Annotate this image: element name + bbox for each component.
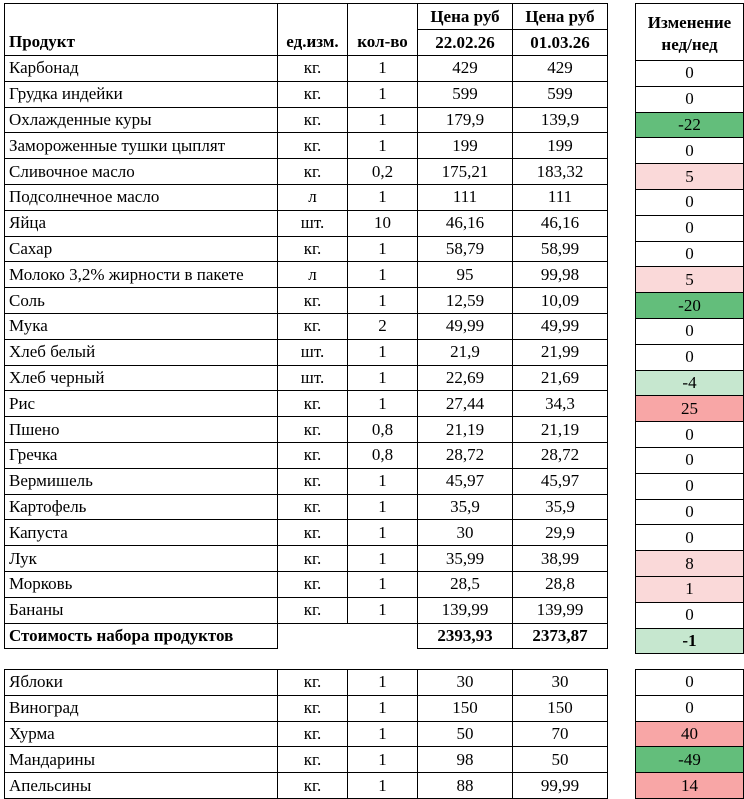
price1-cell: 45,97 [418,468,513,494]
change-cell: 5 [636,267,744,293]
price2-cell: 21,99 [513,339,608,365]
price1-cell: 98 [418,747,513,773]
total-row [5,623,608,649]
unit-cell: кг. [278,721,348,747]
change-row [636,447,744,473]
price2-cell: 30 [513,670,608,696]
total-change: -1 [636,628,744,654]
change-cell: 0 [636,602,744,628]
price2-cell: 21,69 [513,365,608,391]
qty-cell: 0,8 [348,417,418,443]
price1-cell: 21,9 [418,339,513,365]
header-change-line2: нед/нед [636,35,744,61]
qty-cell: 1 [348,107,418,133]
header-qty: кол-во [348,30,418,56]
change-cell: 0 [636,61,744,87]
unit-cell: кг. [278,597,348,623]
change-row [636,86,744,112]
product-cell: Охлажденные куры [5,107,278,133]
change-row [636,602,744,628]
change-cell: -22 [636,112,744,138]
table-row [5,546,608,572]
qty-cell: 1 [348,747,418,773]
price1-cell: 22,69 [418,365,513,391]
product-cell: Замороженные тушки цыплят [5,133,278,159]
product-cell: Сахар [5,236,278,262]
table-row [5,288,608,314]
price1-cell: 30 [418,520,513,546]
unit-cell: кг. [278,417,348,443]
price1-cell: 12,59 [418,288,513,314]
change-row [636,499,744,525]
price2-cell: 29,9 [513,520,608,546]
unit-cell: кг. [278,159,348,185]
table-row [5,339,608,365]
product-cell: Хлеб белый [5,339,278,365]
price2-cell: 99,99 [513,773,608,799]
header-price1-label: Цена руб [418,4,513,30]
price1-cell: 28,5 [418,571,513,597]
table-row [5,210,608,236]
unit-cell: кг. [278,670,348,696]
table-row [5,494,608,520]
price2-cell: 21,19 [513,417,608,443]
product-cell: Хурма [5,721,278,747]
qty-cell: 1 [348,339,418,365]
change-row [636,422,744,448]
product-cell: Мандарины [5,747,278,773]
unit-cell: кг. [278,236,348,262]
price2-cell: 45,97 [513,468,608,494]
unit-cell: кг. [278,571,348,597]
price1-cell: 95 [418,262,513,288]
change-cell: 0 [636,473,744,499]
price1-cell: 429 [418,56,513,82]
price1-cell: 35,9 [418,494,513,520]
product-cell: Молоко 3,2% жирности в пакете [5,262,278,288]
price2-cell: 49,99 [513,313,608,339]
qty-cell: 1 [348,773,418,799]
change-row [636,318,744,344]
total-label: Стоимость набора продуктов [5,623,278,649]
product-cell: Виноград [5,695,278,721]
qty-cell: 2 [348,313,418,339]
header-row-2 [5,30,608,56]
total-price1: 2393,93 [418,623,513,649]
product-cell: Лук [5,546,278,572]
change-cell: 8 [636,551,744,577]
product-cell: Соль [5,288,278,314]
change-row [636,773,744,799]
change-cell: 1 [636,576,744,602]
product-cell: Мука [5,313,278,339]
change-row [636,61,744,87]
change-cell: 0 [636,318,744,344]
change-row [636,473,744,499]
price2-cell: 199 [513,133,608,159]
change-cell: 0 [636,189,744,215]
qty-cell: 1 [348,81,418,107]
price1-cell: 175,21 [418,159,513,185]
change-row [636,747,744,773]
change-cell: 0 [636,670,744,696]
change-row [636,695,744,721]
change-cell: -20 [636,293,744,319]
qty-cell: 1 [348,288,418,314]
table-row [5,365,608,391]
product-cell: Яблоки [5,670,278,696]
unit-cell: кг. [278,391,348,417]
table-row [5,442,608,468]
unit-cell: кг. [278,520,348,546]
unit-cell: кг. [278,468,348,494]
change-row [636,267,744,293]
price2-cell: 38,99 [513,546,608,572]
qty-cell: 0,2 [348,159,418,185]
price2-cell: 183,32 [513,159,608,185]
qty-cell: 1 [348,597,418,623]
header-price1-date: 22.02.26 [418,30,513,56]
unit-cell: шт. [278,339,348,365]
price1-cell: 30 [418,670,513,696]
price1-cell: 88 [418,773,513,799]
product-cell: Капуста [5,520,278,546]
unit-cell: кг. [278,773,348,799]
unit-cell: шт. [278,210,348,236]
price1-cell: 179,9 [418,107,513,133]
header-price2-label: Цена руб [513,4,608,30]
price1-cell: 150 [418,695,513,721]
product-cell: Грудка индейки [5,81,278,107]
change-cell: 14 [636,773,744,799]
price1-cell: 111 [418,184,513,210]
product-cell: Подсолнечное масло [5,184,278,210]
header-change-line1: Изменение [636,4,744,36]
product-cell: Карбонад [5,56,278,82]
change-row [636,293,744,319]
change-row [636,576,744,602]
table-row [5,56,608,82]
price2-cell: 150 [513,695,608,721]
table-row [5,391,608,417]
change-row [636,138,744,164]
product-cell: Вермишель [5,468,278,494]
price2-cell: 139,99 [513,597,608,623]
change-cell: 0 [636,138,744,164]
product-cell: Картофель [5,494,278,520]
price1-cell: 49,99 [418,313,513,339]
product-cell: Яйца [5,210,278,236]
table-row [5,133,608,159]
qty-cell: 0,8 [348,442,418,468]
extra-change-table [635,669,744,799]
price1-cell: 139,99 [418,597,513,623]
change-table [635,3,744,654]
change-cell: 0 [636,525,744,551]
qty-cell: 1 [348,262,418,288]
change-cell: -49 [636,747,744,773]
unit-cell: кг. [278,494,348,520]
change-row [636,344,744,370]
change-row [636,215,744,241]
change-cell: 0 [636,447,744,473]
change-cell: 40 [636,721,744,747]
header-row-1 [5,4,608,30]
change-row [636,370,744,396]
qty-cell: 1 [348,520,418,546]
product-cell: Пшено [5,417,278,443]
unit-cell: шт. [278,365,348,391]
qty-cell: 1 [348,391,418,417]
price1-cell: 199 [418,133,513,159]
change-row [636,164,744,190]
change-row [636,525,744,551]
change-row [636,112,744,138]
total-change-row [636,628,744,654]
price2-cell: 58,99 [513,236,608,262]
table-row [5,184,608,210]
table-row [5,236,608,262]
price2-cell: 34,3 [513,391,608,417]
qty-cell: 1 [348,546,418,572]
table-row [5,107,608,133]
table-row [5,159,608,185]
unit-cell: кг. [278,313,348,339]
qty-cell: 10 [348,210,418,236]
unit-cell: кг. [278,81,348,107]
change-cell: 0 [636,422,744,448]
qty-cell: 1 [348,133,418,159]
table-row [5,773,608,799]
table-row [5,262,608,288]
qty-cell: 1 [348,365,418,391]
table-row [5,670,608,696]
price2-cell: 70 [513,721,608,747]
qty-cell: 1 [348,571,418,597]
header-product: Продукт [5,30,278,56]
table-row [5,571,608,597]
product-cell: Хлеб черный [5,365,278,391]
price2-cell: 99,98 [513,262,608,288]
price1-cell: 27,44 [418,391,513,417]
unit-cell: кг. [278,133,348,159]
change-cell: 0 [636,499,744,525]
price2-cell: 46,16 [513,210,608,236]
change-row [636,721,744,747]
qty-cell: 1 [348,494,418,520]
header-unit: ед.изм. [278,30,348,56]
qty-cell: 1 [348,721,418,747]
change-header-row-2 [636,35,744,61]
unit-cell: кг. [278,56,348,82]
price2-cell: 28,8 [513,571,608,597]
change-row [636,241,744,267]
table-row [5,721,608,747]
change-row [636,670,744,696]
change-cell: 25 [636,396,744,422]
product-cell: Бананы [5,597,278,623]
price-table [4,3,608,649]
header-price2-date: 01.03.26 [513,30,608,56]
table-row [5,747,608,773]
change-cell: 0 [636,241,744,267]
price1-cell: 50 [418,721,513,747]
table-row [5,468,608,494]
price1-cell: 21,19 [418,417,513,443]
change-row [636,396,744,422]
product-cell: Апельсины [5,773,278,799]
price1-cell: 35,99 [418,546,513,572]
price2-cell: 111 [513,184,608,210]
product-cell: Гречка [5,442,278,468]
unit-cell: кг. [278,747,348,773]
qty-cell: 1 [348,468,418,494]
extra-price-table [4,669,608,799]
qty-cell: 1 [348,184,418,210]
change-row [636,189,744,215]
total-price2: 2373,87 [513,623,608,649]
unit-cell: кг. [278,442,348,468]
total-blank [278,623,348,649]
unit-cell: кг. [278,695,348,721]
change-header-row-1 [636,4,744,36]
price2-cell: 28,72 [513,442,608,468]
unit-cell: кг. [278,546,348,572]
price2-cell: 599 [513,81,608,107]
price1-cell: 46,16 [418,210,513,236]
price2-cell: 50 [513,747,608,773]
price2-cell: 10,09 [513,288,608,314]
qty-cell: 1 [348,56,418,82]
unit-cell: кг. [278,288,348,314]
change-row [636,551,744,577]
table-row [5,417,608,443]
price1-cell: 599 [418,81,513,107]
change-cell: 0 [636,695,744,721]
unit-cell: л [278,184,348,210]
change-cell: 0 [636,344,744,370]
product-cell: Морковь [5,571,278,597]
table-row [5,597,608,623]
change-cell: 0 [636,86,744,112]
price1-cell: 58,79 [418,236,513,262]
price2-cell: 139,9 [513,107,608,133]
change-cell: 5 [636,164,744,190]
table-row [5,695,608,721]
price1-cell: 28,72 [418,442,513,468]
unit-cell: кг. [278,107,348,133]
change-cell: -4 [636,370,744,396]
product-cell: Сливочное масло [5,159,278,185]
price2-cell: 429 [513,56,608,82]
qty-cell: 1 [348,670,418,696]
table-row [5,520,608,546]
change-cell: 0 [636,215,744,241]
total-blank [348,623,418,649]
unit-cell: л [278,262,348,288]
product-cell: Рис [5,391,278,417]
qty-cell: 1 [348,695,418,721]
table-row [5,313,608,339]
table-row [5,81,608,107]
price2-cell: 35,9 [513,494,608,520]
qty-cell: 1 [348,236,418,262]
